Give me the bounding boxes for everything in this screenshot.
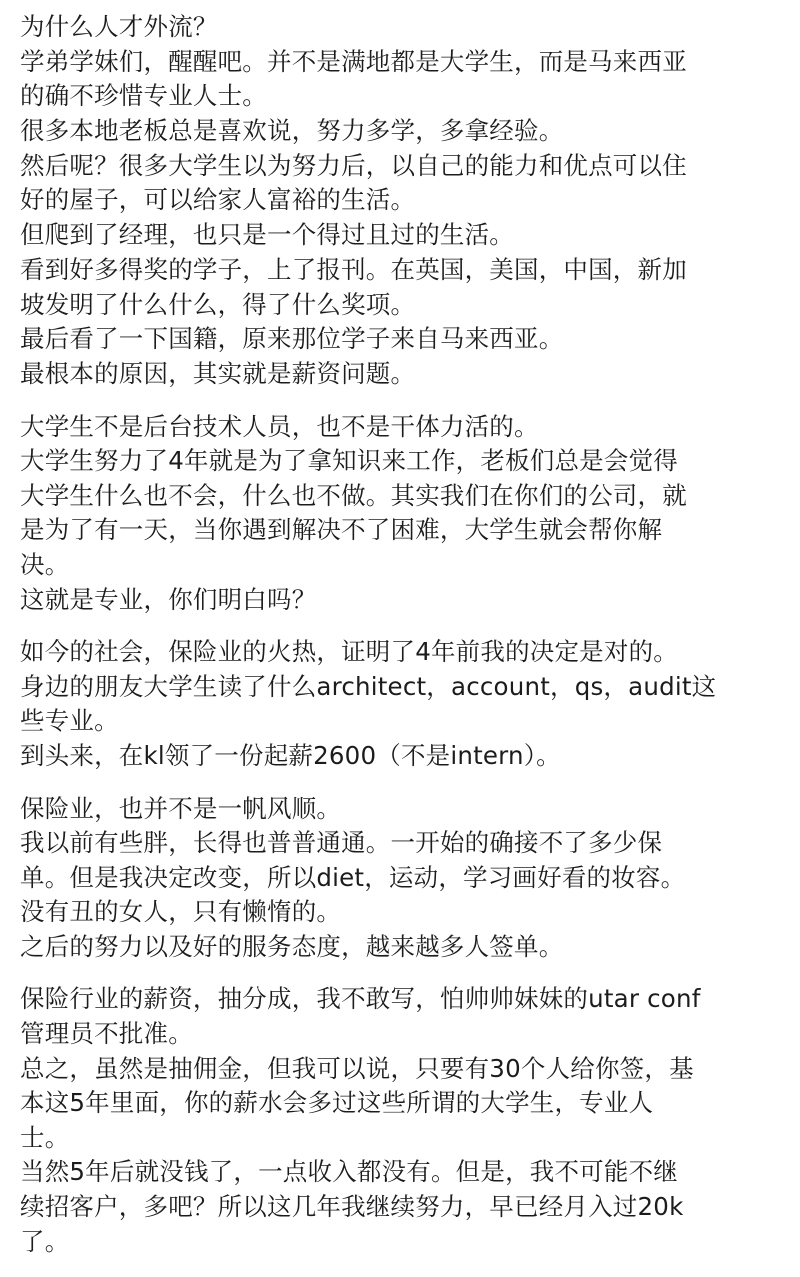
text-line: 大学生努力了4年就是为了拿知识来工作，老板们总是会觉得: [20, 446, 678, 476]
text-line: 为什么人才外流？: [20, 12, 218, 41]
text-line: 最根本的原因，其实就是薪资问题。: [20, 358, 416, 388]
text-line: 决。: [20, 549, 70, 579]
text-line: 当然5年后就没钱了，一点收入都没有。但是，我不可能不继: [20, 1157, 678, 1187]
text-line: 些专业。: [20, 706, 119, 736]
text-line: 大学生不是后台技术人员，也不是干体力活的。: [20, 411, 539, 441]
text-line: 最后看了一下国籍，原来那位学子来自马来西亚。: [20, 324, 564, 354]
text-line: 总之，虽然是抽佣金，但我可以说，只要有30个人给你签，基: [20, 1053, 694, 1083]
text-line: 身边的朋友大学生读了什么architect，account，qs，audit这: [20, 671, 717, 701]
text-line: 之后的努力以及好的服务态度，越来越多人签单。: [20, 931, 564, 961]
text-line: 然后呢？很多大学生以为努力后，以自己的能力和优点可以住: [20, 150, 687, 180]
text-line: 续招客户，多吧？所以这几年我继续努力，早已经月入过20k: [20, 1192, 684, 1222]
post-paragraph: [20, 635, 780, 773]
post-paragraph: [20, 792, 780, 965]
text-line: 好的屋子，可以给家人富裕的生活。: [20, 185, 416, 215]
text-line: 保险业，也并不是一帆风顺。: [20, 793, 342, 823]
text-line: 是为了有一天，当你遇到解决不了困难，大学生就会帮你解: [20, 515, 663, 545]
text-line: 这就是专业，你们明白吗？: [20, 584, 317, 614]
text-line: 的确不珍惜专业人士。: [20, 81, 267, 111]
text-line: 单。但是我决定改变，所以diet，运动，学习画好看的妆容。: [20, 862, 686, 892]
text-line: 没有丑的女人，只有懒惰的。: [20, 897, 342, 927]
text-line: 坡发明了什么什么，得了什么奖项。: [20, 289, 416, 319]
text-line: 士。: [20, 1122, 70, 1152]
text-line: 管理员不批准。: [20, 1019, 193, 1049]
text-line: 本这5年里面，你的薪水会多过这些所谓的大学生，专业人: [20, 1088, 654, 1118]
post-body: [20, 10, 780, 1277]
text-line: 我以前有些胖，长得也普普通通。一开始的确接不了多少保: [20, 828, 663, 858]
post-paragraph: [20, 982, 780, 1259]
post-paragraph: [20, 410, 780, 618]
text-line: 很多本地老板总是喜欢说，努力多学，多拿经验。: [20, 116, 564, 146]
text-line: 学弟学妹们，醒醒吧。并不是满地都是大学生，而是马来西亚: [20, 46, 687, 76]
text-line: 如今的社会，保险业的火热，证明了4年前我的决定是对的。: [20, 637, 678, 667]
text-line: 大学生什么也不会，什么也不做。其实我们在你们的公司，就: [20, 480, 687, 510]
text-line: 到头来，在kl领了一份起薪2600（不是intern）。: [20, 740, 561, 770]
text-line: 看到好多得奖的学子，上了报刊。在英国，美国，中国，新加: [20, 254, 687, 284]
text-line: 了。: [20, 1226, 70, 1256]
post-paragraph: [20, 10, 780, 392]
text-line: 保险行业的薪资，抽分成，我不敢写，怕帅帅妹妹的utar conf: [20, 984, 701, 1014]
text-line: 但爬到了经理，也只是一个得过且过的生活。: [20, 220, 514, 250]
